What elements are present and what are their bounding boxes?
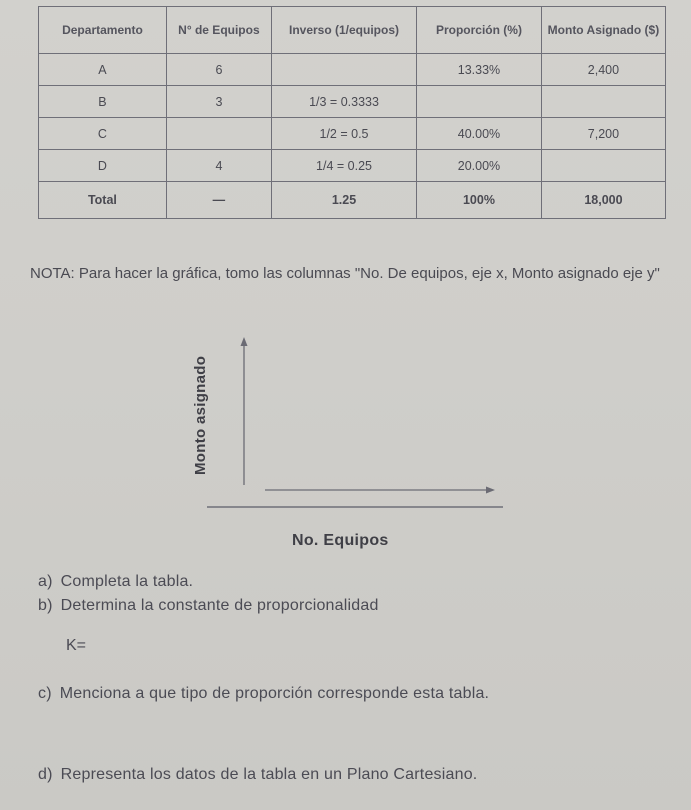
header-num-equipos: N° de Equipos [166, 7, 271, 54]
question-c [38, 684, 489, 704]
table-cell: Total [39, 182, 167, 219]
question-d [38, 765, 477, 785]
table-cell: 100% [417, 182, 542, 219]
x-axis-label: No. Equipos [292, 532, 389, 549]
table-cell: 4 [166, 150, 271, 182]
question-text: Completa la tabla. [60, 573, 194, 590]
k-answer-field: K= [66, 637, 87, 654]
table-cell [541, 86, 665, 118]
table-cell: A [39, 54, 167, 86]
table-cell [271, 54, 416, 86]
question-b [38, 596, 379, 616]
table-cell: 7,200 [541, 118, 665, 150]
axes-sketch [185, 330, 525, 560]
question-a [38, 572, 193, 592]
table-total-row [39, 182, 666, 219]
table-cell: 13.33% [417, 54, 542, 86]
table-cell: B [39, 86, 167, 118]
table-cell: D [39, 150, 167, 182]
table-cell [541, 150, 665, 182]
header-proporcion: Proporción (%) [417, 7, 542, 54]
table-cell: 1/3 = 0.3333 [271, 86, 416, 118]
table-cell: 40.00% [417, 118, 542, 150]
table-row [39, 54, 666, 86]
note-text: NOTA: Para hacer la gráfica, tomo las columnas "No. De equipos, eje x, Monto asignado eje y" [30, 265, 660, 282]
header-monto-asignado: Monto Asignado ($) [541, 7, 665, 54]
table-cell: 20.00% [417, 150, 542, 182]
question-letter: b) [38, 597, 53, 614]
question-text: Determina la constante de proporcionalidad [60, 597, 379, 614]
table-header-row [39, 7, 666, 54]
table-cell: 3 [166, 86, 271, 118]
proportion-table [38, 6, 666, 219]
question-letter: d) [38, 766, 53, 783]
table-cell: — [166, 182, 271, 219]
table-cell: 1/2 = 0.5 [271, 118, 416, 150]
table-row [39, 118, 666, 150]
table-cell [417, 86, 542, 118]
y-axis-arrowhead [241, 337, 248, 346]
table-cell: 6 [166, 54, 271, 86]
header-inverso: Inverso (1/equipos) [271, 7, 416, 54]
x-axis-arrowhead [486, 487, 495, 494]
table-cell: 2,400 [541, 54, 665, 86]
header-departamento: Departamento [39, 7, 167, 54]
question-letter: c) [38, 685, 52, 702]
question-text: Menciona a que tipo de proporción corresponde esta tabla. [59, 685, 490, 702]
table-cell: 1.25 [271, 182, 416, 219]
question-letter: a) [38, 573, 53, 590]
table-cell: C [39, 118, 167, 150]
table-row [39, 150, 666, 182]
table-cell: 1/4 = 0.25 [271, 150, 416, 182]
table-cell: 18,000 [541, 182, 665, 219]
table-row [39, 86, 666, 118]
question-text: Representa los datos de la tabla en un Plano Cartesiano. [60, 766, 478, 783]
table-cell [166, 118, 271, 150]
y-axis-label: Monto asignado [192, 355, 209, 475]
